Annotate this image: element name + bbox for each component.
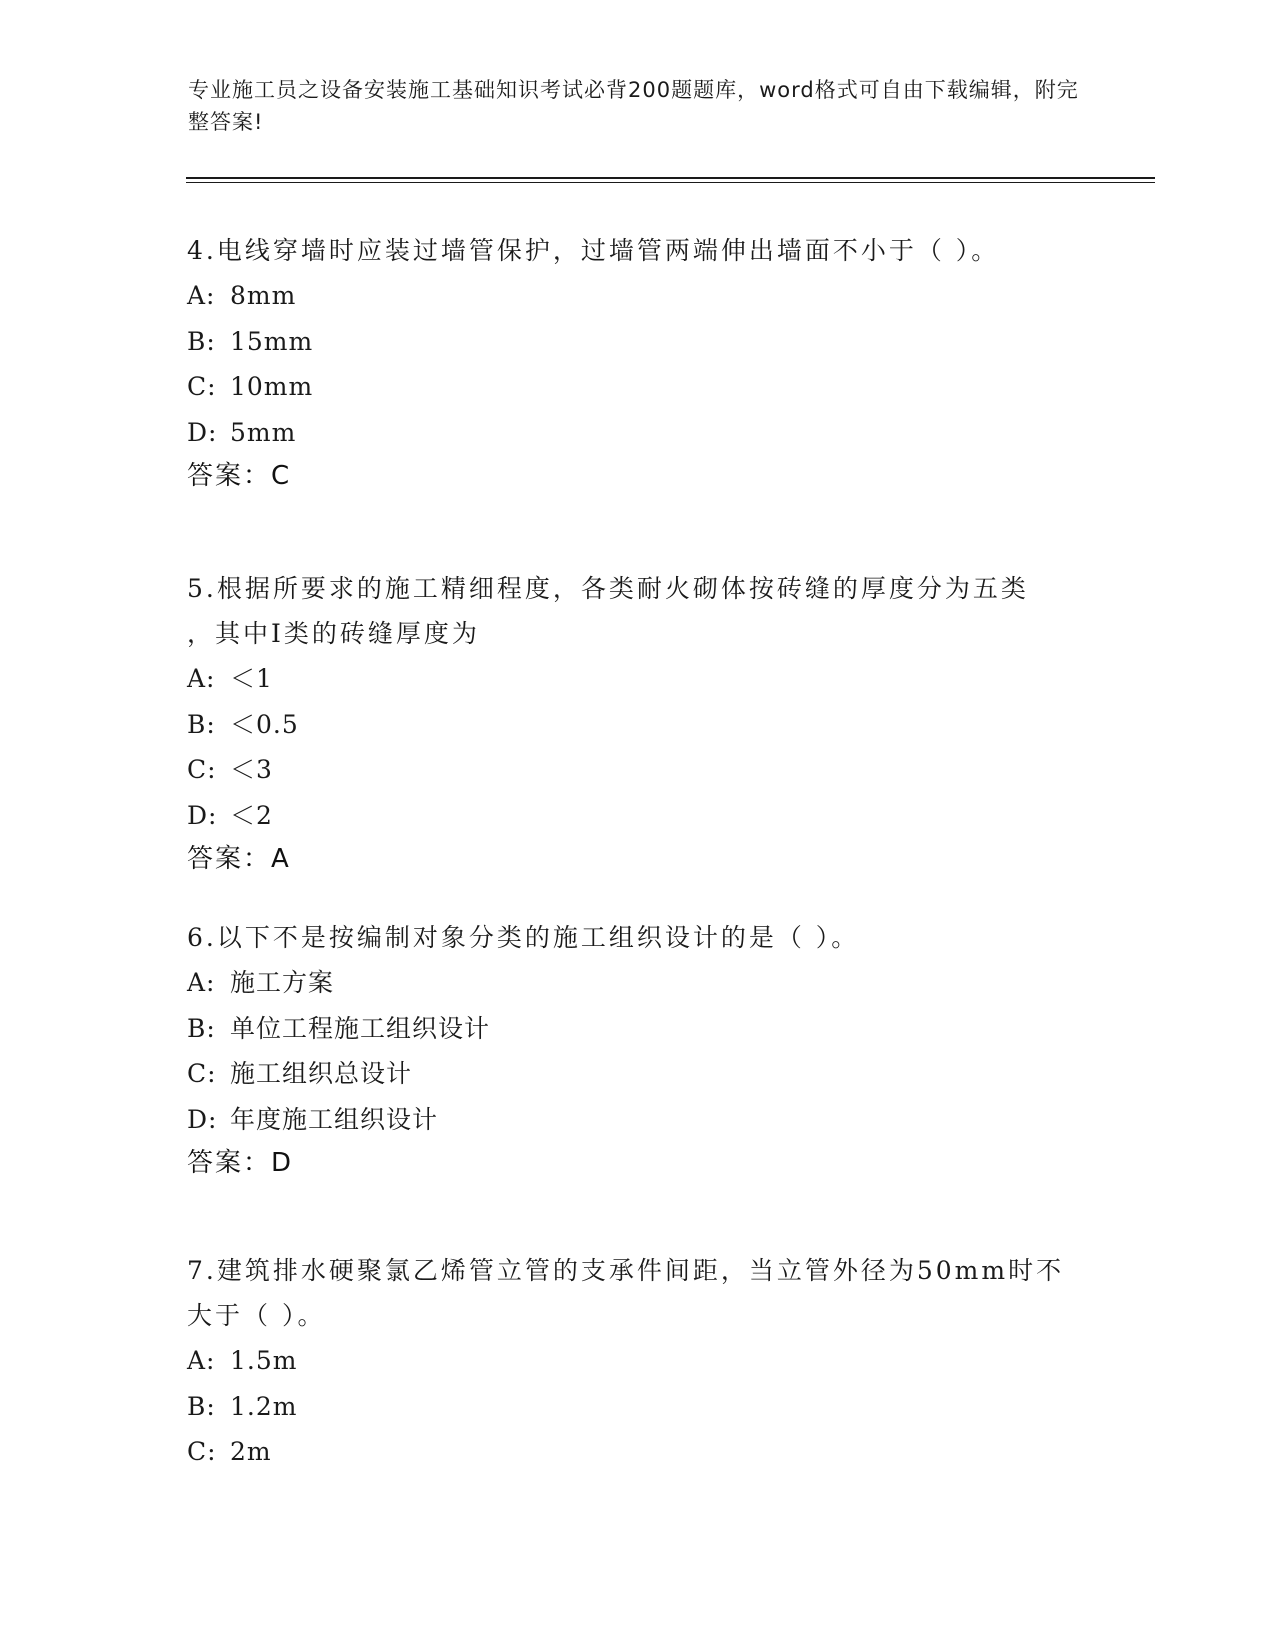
option-label: C: [187,372,217,401]
option-text: 单位工程施工组织设计 [230,1013,491,1043]
answer-value: C [271,461,290,491]
option-d [187,1097,1107,1143]
option-b [187,1384,1107,1430]
option-label: C: [187,1059,217,1088]
option-c [187,364,1107,410]
question-stem: 5.根据所要求的施工精细程度，各类耐火砌体按砖缝的厚度分为五类 ，其中Ⅰ类的砖缝厚度为 [187,574,1029,648]
option-a [187,656,1107,702]
option-text: 2m [230,1437,272,1466]
option-b [187,319,1107,365]
option-label: C: [187,755,217,784]
option-text: ＜3 [230,755,273,784]
document-title: 专业施工员之设备安装施工基础知识考试必背200题题库，word格式可自由下载编辑，附完整答案! [188,78,1079,134]
answer-prefix: 答案： [187,1148,272,1178]
option-label: A: [187,664,216,693]
option-text: 1.5m [230,1346,298,1375]
question-4 [187,228,1107,497]
option-text: ＜1 [230,664,273,693]
answer-line [187,1142,1107,1184]
option-label: B: [187,1391,216,1421]
option-label: D: [187,800,218,830]
question-6 [187,915,1107,1184]
option-a [187,960,1107,1006]
option-c [187,747,1107,793]
option-label: C: [187,1437,217,1466]
option-text: 15mm [230,326,314,356]
option-label: A: [187,968,216,997]
answer-prefix: 答案： [187,461,272,491]
option-label: A: [187,281,216,310]
header-divider-thick [186,177,1155,179]
option-text: 年度施工组织设计 [230,1104,439,1134]
question-stem: 4.电线穿墙时应装过墙管保护，过墙管两端伸出墙面不小于（ ）。 [187,236,1000,265]
answer-line [187,455,1107,497]
question-stem: 7.建筑排水硬聚氯乙烯管立管的支承件间距，当立管外径为50mm时不 大于（ ）。 [187,1256,1065,1330]
question-5 [187,566,1107,880]
option-a [187,1338,1107,1384]
header-divider-thin [186,182,1155,183]
question-stem: 6.以下不是按编制对象分类的施工组织设计的是（ ）。 [187,923,860,952]
option-label: D: [187,1104,218,1134]
option-text: 10mm [230,372,314,401]
question-7 [187,1248,1107,1475]
option-c [187,1429,1107,1475]
answer-value: A [271,844,289,874]
option-text: 施工方案 [230,968,335,997]
option-text: ＜2 [230,800,273,830]
option-text: 8mm [230,281,297,310]
option-c [187,1051,1107,1097]
option-a [187,273,1107,319]
option-text: 1.2m [230,1391,298,1421]
option-text: 施工组织总设计 [230,1059,413,1088]
option-label: B: [187,326,216,356]
option-text: 5mm [230,417,297,447]
option-d [187,410,1107,456]
answer-line [187,838,1107,880]
answer-prefix: 答案： [187,844,272,874]
option-b [187,1006,1107,1052]
option-label: B: [187,1013,216,1043]
option-d [187,793,1107,839]
option-label: D: [187,417,218,447]
option-label: A: [187,1346,216,1375]
option-b [187,702,1107,748]
option-label: B: [187,709,216,739]
option-text: ＜0.5 [230,709,299,739]
answer-value: D [271,1148,292,1178]
